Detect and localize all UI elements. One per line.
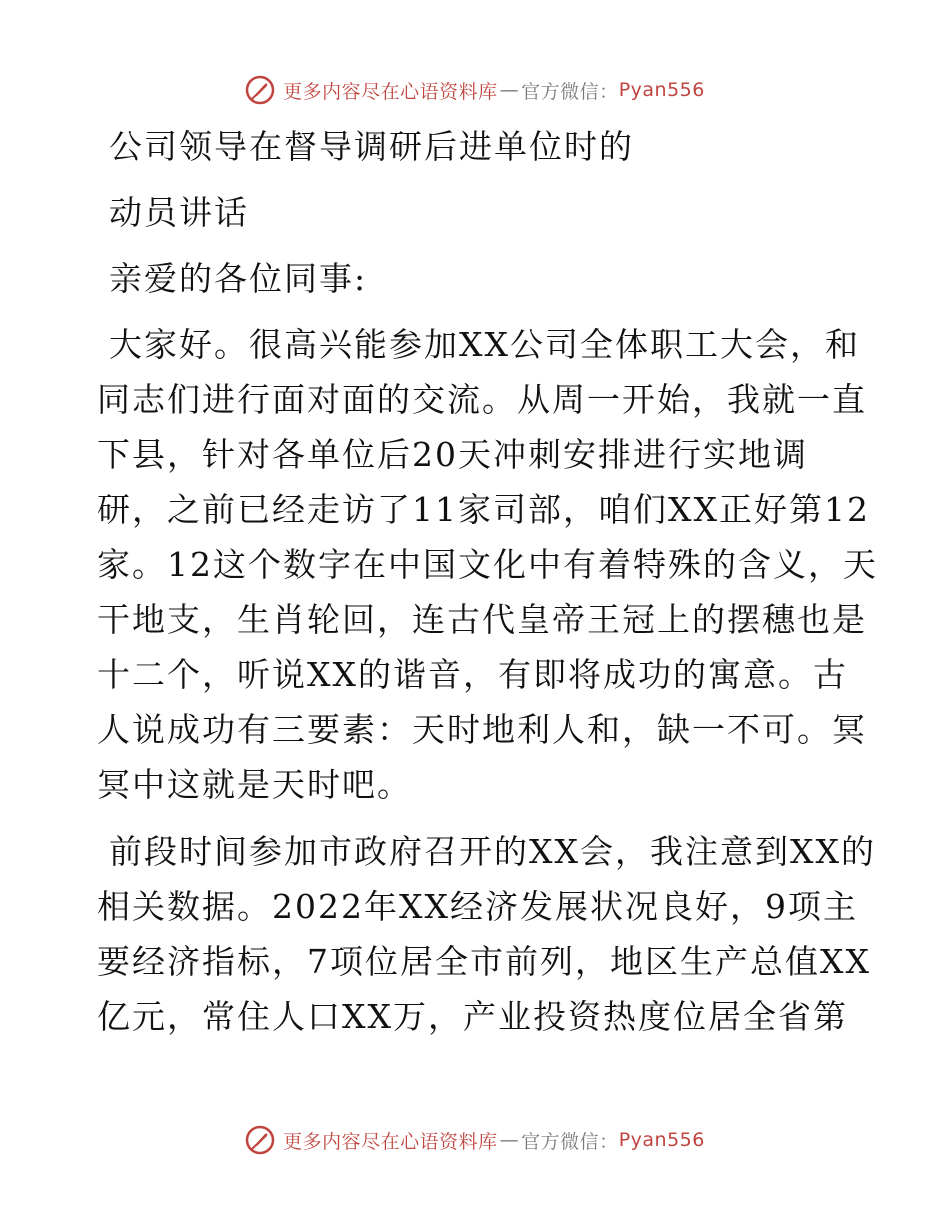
paragraph-line: 亿元，常住人口XX万，产业投资热度位居全省第 (97, 997, 848, 1036)
paragraph-line: 下县，针对各单位后20天冲刺安排进行实地调 (97, 435, 808, 474)
watermark-text: 更多内容尽在心语资料库 (283, 80, 498, 103)
paragraph-line: 同志们进行面对面的交流。从周一开始，我就一直 (97, 380, 867, 419)
paragraph-line: 冥中这就是天时吧。 (97, 765, 412, 804)
watermark-wechat-label: 官方微信： (521, 1130, 619, 1153)
paragraph-line: 十二个，听说XX的谐音，有即将成功的寓意。古 (97, 655, 848, 694)
paragraph-1 (97, 322, 878, 807)
paragraph-line: 家。12这个数字在中国文化中有着特殊的含义，天 (97, 545, 878, 584)
paragraph-line: 大家好。很高兴能参加XX公司全体职工大会，和 (109, 325, 860, 364)
paragraph-line: 相关数据。2022年XX经济发展状况良好，9项主 (97, 887, 858, 926)
document-title-line-2: 动员讲话 (109, 193, 249, 232)
feather-seal-icon (245, 75, 275, 105)
watermark-separator: — (499, 79, 520, 101)
paragraph-line: 前段时间参加市政府召开的XX会，我注意到XX的 (109, 832, 876, 871)
paragraph-line: 研，之前已经走访了11家司部，咱们XX正好第12 (97, 490, 870, 529)
document-body (97, 124, 878, 1061)
feather-seal-icon (245, 1125, 275, 1155)
paragraph-line: 干地支，生肖轮回，连古代皇帝王冠上的摆穗也是 (97, 600, 867, 639)
paragraph-2 (97, 829, 876, 1039)
document-title-line-1: 公司领导在督导调研后进单位时的 (109, 127, 634, 166)
watermark-wechat-id: Pyan556 (618, 1129, 705, 1151)
watermark-wechat-id: Pyan556 (618, 79, 705, 101)
paragraph-line: 人说成功有三要素：天时地利人和，缺一不可。冥 (97, 710, 867, 749)
watermark-separator: — (499, 1129, 520, 1151)
greeting: 亲爱的各位同事: (109, 259, 368, 298)
watermark-wechat-label: 官方微信： (521, 80, 619, 103)
footer-watermark (0, 1120, 950, 1160)
header-watermark (0, 70, 950, 110)
paragraph-line: 要经济指标，7项位居全市前列，地区生产总值XX (97, 942, 871, 981)
watermark-text: 更多内容尽在心语资料库 (283, 1130, 498, 1153)
